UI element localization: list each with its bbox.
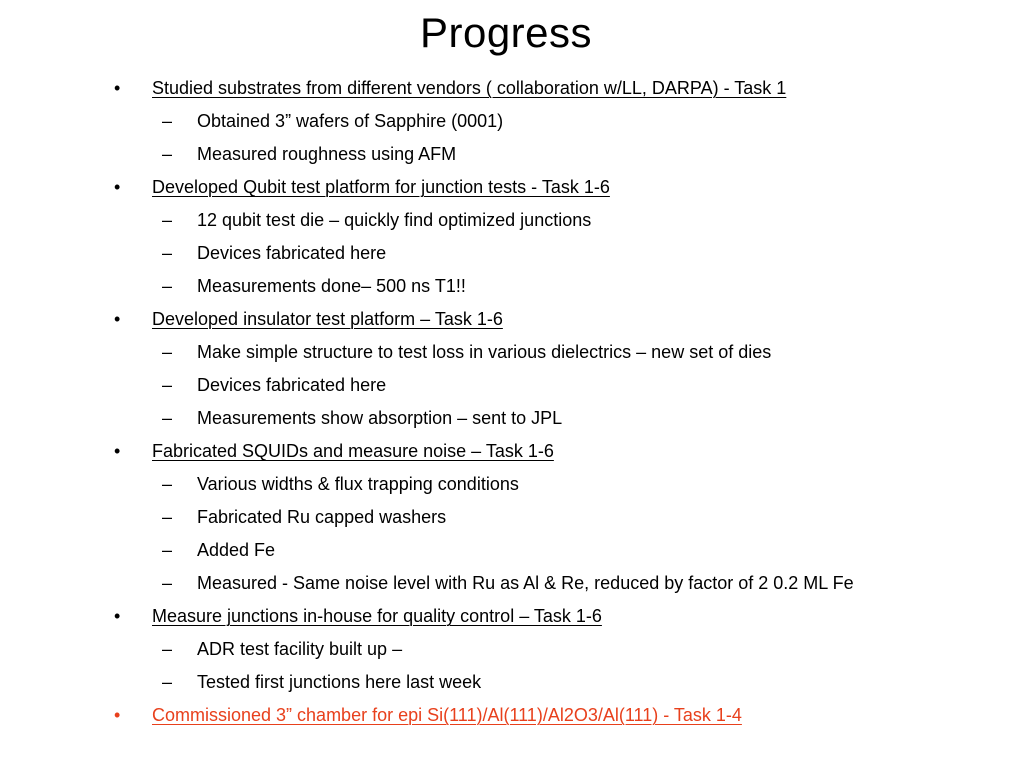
sub-bullet-item (112, 634, 1012, 667)
sub-bullet-item (112, 568, 1012, 601)
highlighted-bullet-item (112, 700, 1012, 733)
sub-bullet-text: Devices fabricated here (197, 375, 387, 395)
dash-marker: – (162, 342, 173, 362)
dash-marker: – (162, 474, 173, 494)
bullet-item (112, 304, 1012, 337)
bullet-item (112, 601, 1012, 634)
sub-bullet-text: Make simple structure to test loss in various dielectrics – new set of dies (197, 342, 772, 362)
sub-bullet-text: Measurements done– 500 ns T1!! (197, 276, 466, 296)
bullet-item (112, 436, 1012, 469)
sub-bullet-text: Measured roughness using AFM (197, 144, 457, 164)
bullet-marker: • (114, 177, 121, 197)
sub-bullet-item (112, 271, 1012, 304)
dash-marker: – (162, 507, 173, 527)
sub-bullet-text: 12 qubit test die – quickly find optimized junctions (197, 210, 592, 230)
sub-bullet-item (112, 667, 1012, 700)
bullet-marker: • (114, 309, 121, 329)
sub-bullet-text: ADR test facility built up – (197, 639, 403, 659)
sub-bullet-text: Added Fe (197, 540, 276, 560)
bullet-item (112, 73, 1012, 106)
sub-bullet-text: Fabricated Ru capped washers (197, 507, 447, 527)
sub-bullet-item (112, 139, 1012, 172)
bullet-marker: • (114, 441, 121, 461)
sub-bullet-text: Obtained 3” wafers of Sapphire (0001) (197, 111, 504, 131)
sub-bullet-item (112, 469, 1012, 502)
sub-bullet-item (112, 238, 1012, 271)
bullet-marker: • (114, 78, 121, 98)
sub-bullet-item (112, 535, 1012, 568)
dash-marker: – (162, 210, 173, 230)
dash-marker: – (162, 243, 173, 263)
sub-bullet-text: Measurements show absorption – sent to JPL (197, 408, 563, 428)
bullet-text: Developed insulator test platform – Task 1-6 (152, 309, 503, 329)
dash-marker: – (162, 276, 173, 296)
bullet-list (112, 73, 1012, 733)
sub-bullet-text: Devices fabricated here (197, 243, 387, 263)
dash-marker: – (162, 111, 173, 131)
sub-bullet-item (112, 403, 1012, 436)
sub-bullet-item (112, 106, 1012, 139)
bullet-marker: • (114, 606, 121, 626)
dash-marker: – (162, 375, 173, 395)
sub-bullet-text: Measured - Same noise level with Ru as Al & Re, reduced by factor of 2 0.2 ML Fe (197, 573, 854, 593)
bullet-marker: • (114, 705, 121, 725)
dash-marker: – (162, 540, 173, 560)
bullet-text: Developed Qubit test platform for junction tests - Task 1-6 (152, 177, 610, 197)
bullet-text: Fabricated SQUIDs and measure noise – Task 1-6 (152, 441, 554, 461)
sub-bullet-text: Tested first junctions here last week (197, 672, 482, 692)
slide-title: Progress (419, 9, 593, 56)
sub-bullet-item (112, 370, 1012, 403)
dash-marker: – (162, 144, 173, 164)
bullet-text: Studied substrates from different vendors ( collaboration w/LL, DARPA) - Task 1 (152, 78, 787, 98)
bullet-text: Measure junctions in-house for quality control – Task 1-6 (152, 606, 602, 626)
bullet-text: Commissioned 3” chamber for epi Si(111)/Al(111)/Al2O3/Al(111) - Task 1-4 (152, 705, 742, 725)
dash-marker: – (162, 639, 173, 659)
dash-marker: – (162, 408, 173, 428)
sub-bullet-item (112, 337, 1012, 370)
dash-marker: – (162, 672, 173, 692)
bullet-item (112, 172, 1012, 205)
sub-bullet-item (112, 502, 1012, 535)
dash-marker: – (162, 573, 173, 593)
sub-bullet-text: Various widths & flux trapping conditions (197, 474, 519, 494)
sub-bullet-item (112, 205, 1012, 238)
